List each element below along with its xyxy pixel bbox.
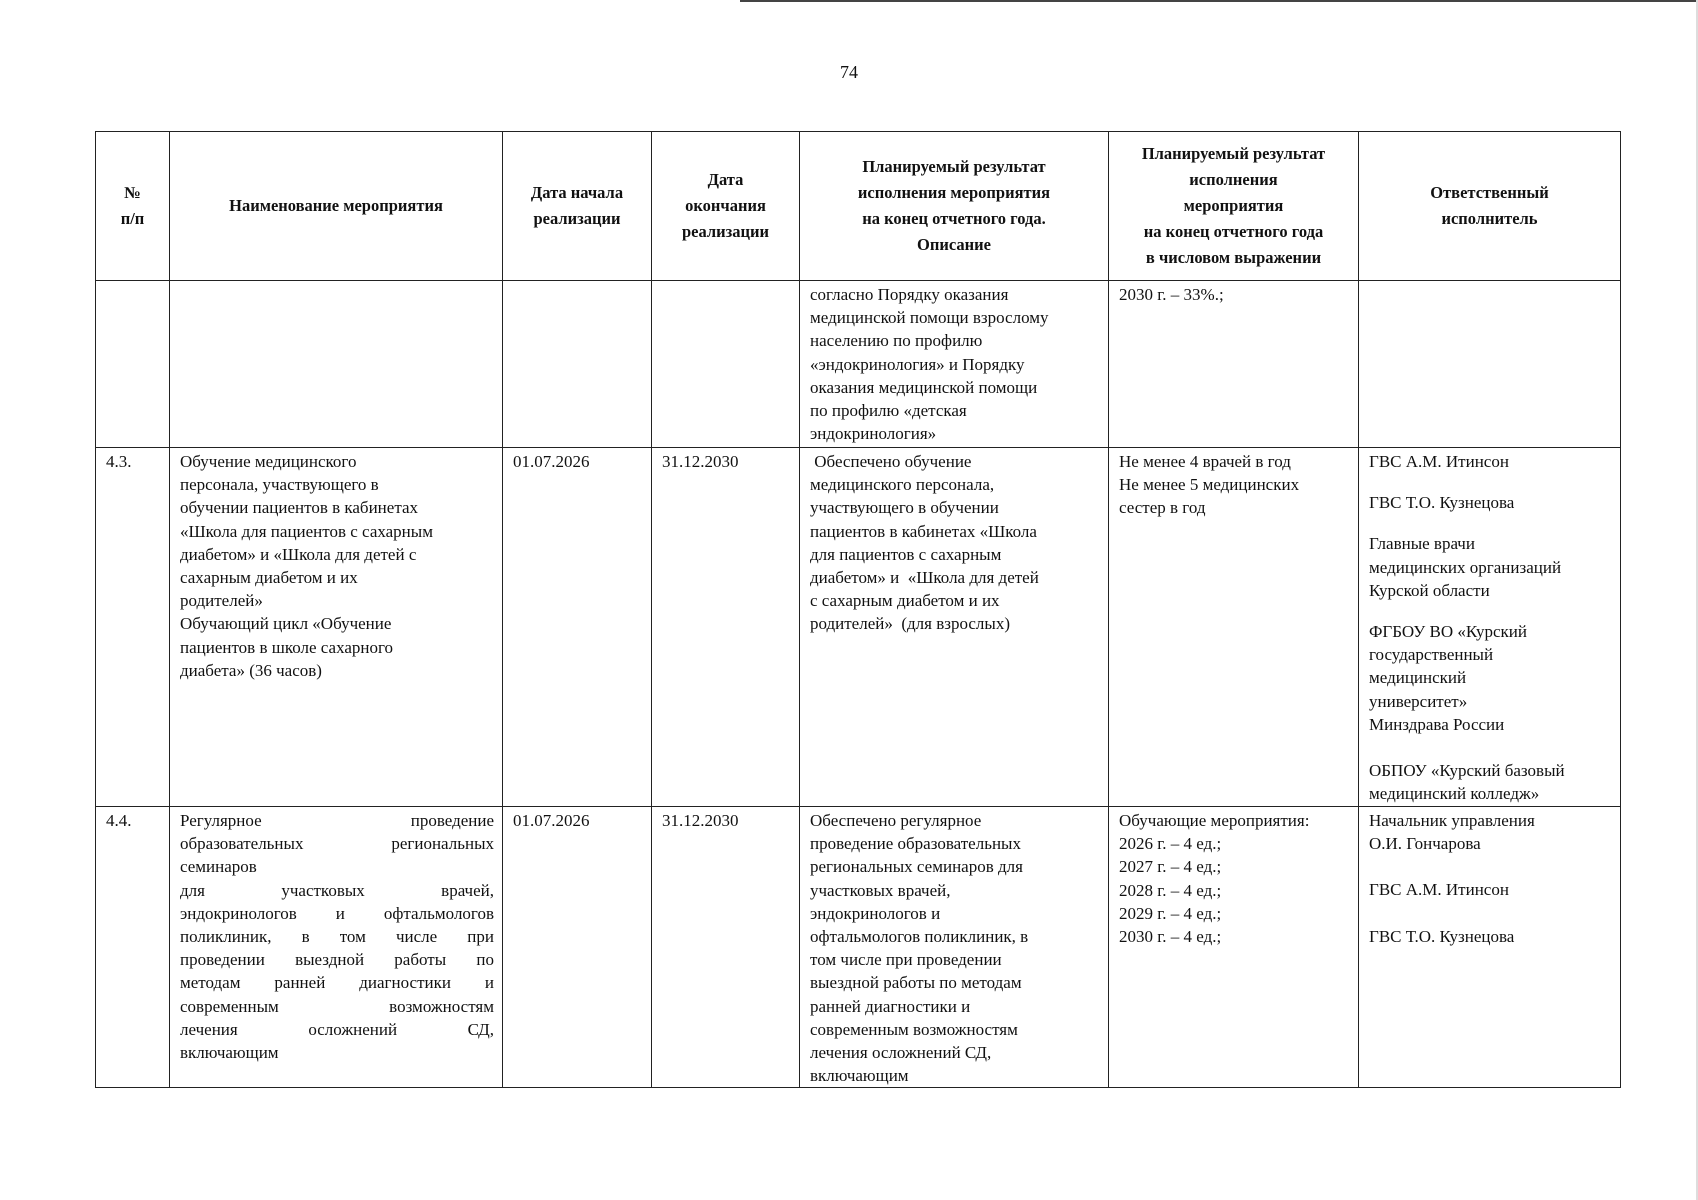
header-responsible: Ответственный исполнитель bbox=[1359, 132, 1621, 281]
cell-end-date: 31.12.2030 bbox=[652, 807, 800, 1088]
table-row bbox=[96, 281, 1621, 448]
activities-table bbox=[95, 131, 1621, 1088]
header-name: Наименование мероприятия bbox=[170, 132, 503, 281]
table-row bbox=[96, 448, 1621, 807]
cell-num: 4.3. bbox=[96, 448, 170, 807]
cell-num bbox=[96, 281, 170, 448]
header-end-date: Дата окончания реализации bbox=[652, 132, 800, 281]
scan-edge bbox=[740, 0, 1698, 2]
cell-result-numeric: Обучающие мероприятия: 2026 г. – 4 ед.; 2027 г. – 4 ед.; 2028 г. – 4 ед.; 2029 г. – 4 ед.; 2030 г. – 4 ед.; bbox=[1109, 807, 1359, 1088]
cell-result-description: Обеспечено обучение медицинского персонала, участвующего в обучении пациентов в кабинетах «Школа для пациентов с сахарным диабетом» и «Школа для детей с сахарным диабетом и их родителей» (для взрослых) bbox=[800, 448, 1109, 807]
cell-end-date: 31.12.2030 bbox=[652, 448, 800, 807]
cell-start-date: 01.07.2026 bbox=[503, 807, 652, 1088]
cell-result-description: Обеспечено регулярное проведение образовательных региональных семинаров для участковых врачей, эндокринологов и офтальмологов поликлиник, в том числе при проведении выездной работы по методам ранней диагностики и современным возможностям лечения осложнений СД, включающим bbox=[800, 807, 1109, 1088]
cell-start-date: 01.07.2026 bbox=[503, 448, 652, 807]
table-row bbox=[96, 807, 1621, 1088]
cell-name bbox=[170, 281, 503, 448]
cell-name: Регулярное проведение образовательных региональных семинаров для участковых врачей, эндокринологов и офтальмологов поликлиник, в том числе при проведении выездной работы по методам ранней диагностики и современным возможностям лечения осложнений СД, включающим bbox=[170, 807, 503, 1088]
cell-name: Обучение медицинского персонала, участвующего в обучении пациентов в кабинетах «Школа для пациентов с сахарным диабетом» и «Школа для детей с сахарным диабетом и их родителей» Обучающий цикл «Обучение пациентов в школе сахарного диабета» (36 часов) bbox=[170, 448, 503, 807]
header-result-description: Планируемый результат исполнения мероприятия на конец отчетного года. Описание bbox=[800, 132, 1109, 281]
header-result-numeric: Планируемый результат исполнения мероприятия на конец отчетного года в числовом выражении bbox=[1109, 132, 1359, 281]
cell-result-description: согласно Порядку оказания медицинской помощи взрослому населению по профилю «эндокринология» и Порядку оказания медицинской помощи по профилю «детская эндокринология» bbox=[800, 281, 1109, 448]
cell-result-numeric: Не менее 4 врачей в год Не менее 5 медицинских сестер в год bbox=[1109, 448, 1359, 807]
cell-responsible: ГВС А.М. Итинсон ГВС Т.О. Кузнецова Главные врачи медицинских организаций Курской области ФГБОУ ВО «Курский государственный медицинский университет» Минздрава России ОБПОУ «Курский базовый медицинский колледж» bbox=[1359, 448, 1621, 807]
page-number: 74 bbox=[840, 62, 858, 82]
cell-responsible bbox=[1359, 281, 1621, 448]
table-header-row bbox=[96, 132, 1621, 281]
cell-responsible: Начальник управления О.И. Гончарова ГВС А.М. Итинсон ГВС Т.О. Кузнецова bbox=[1359, 807, 1621, 1088]
cell-end-date bbox=[652, 281, 800, 448]
cell-num: 4.4. bbox=[96, 807, 170, 1088]
cell-result-numeric: 2030 г. – 33%.; bbox=[1109, 281, 1359, 448]
header-num: № п/п bbox=[96, 132, 170, 281]
cell-start-date bbox=[503, 281, 652, 448]
header-start-date: Дата начала реализации bbox=[503, 132, 652, 281]
